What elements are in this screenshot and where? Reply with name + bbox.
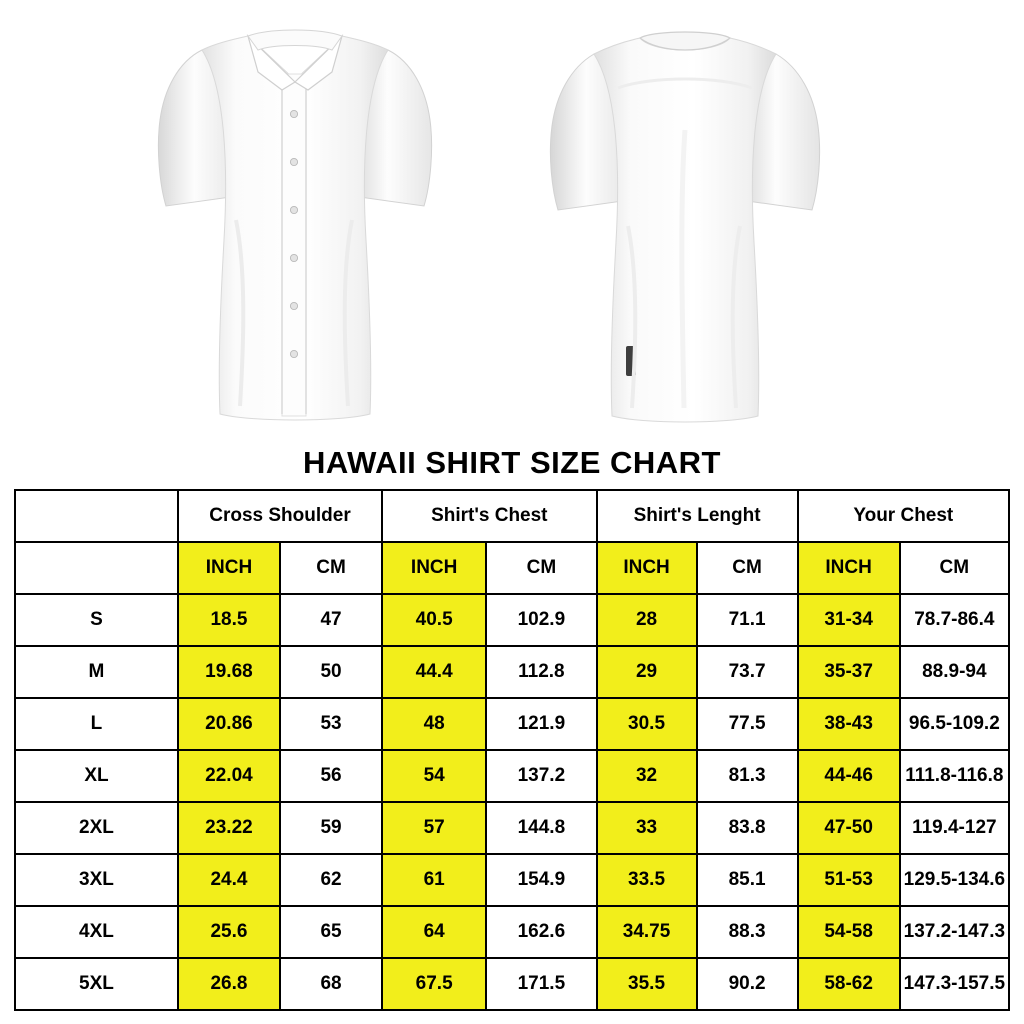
cell-length-inch: 30.5	[597, 698, 697, 750]
page-title: HAWAII SHIRT SIZE CHART	[303, 445, 721, 480]
cell-chest-cm: 112.8	[486, 646, 596, 698]
cell-your-chest-inch: 58-62	[798, 958, 900, 1010]
cell-cross-shoulder-cm: 50	[280, 646, 382, 698]
cell-chest-cm: 171.5	[486, 958, 596, 1010]
shirt-back-image	[520, 10, 850, 430]
cell-your-chest-inch: 44-46	[798, 750, 900, 802]
cell-length-inch: 33.5	[597, 854, 697, 906]
group-header-cross-shoulder: Cross Shoulder	[178, 490, 382, 542]
cell-your-chest-cm: 78.7-86.4	[900, 594, 1009, 646]
group-header-size	[15, 490, 178, 542]
cell-your-chest-cm: 111.8-116.8	[900, 750, 1009, 802]
cell-your-chest-inch: 38-43	[798, 698, 900, 750]
cell-chest-cm: 121.9	[486, 698, 596, 750]
cell-cross-shoulder-inch: 24.4	[178, 854, 280, 906]
unit-header-your-chest-inch: INCH	[798, 542, 900, 594]
cell-length-cm: 81.3	[697, 750, 798, 802]
cell-cross-shoulder-cm: 59	[280, 802, 382, 854]
row-size: L	[15, 698, 178, 750]
cell-length-cm: 83.8	[697, 802, 798, 854]
cell-chest-cm: 102.9	[486, 594, 596, 646]
cell-chest-inch: 57	[382, 802, 486, 854]
table-row	[15, 646, 1009, 698]
cell-chest-cm: 154.9	[486, 854, 596, 906]
unit-header-your-chest-cm: CM	[900, 542, 1009, 594]
cell-cross-shoulder-cm: 47	[280, 594, 382, 646]
row-size: S	[15, 594, 178, 646]
cell-chest-cm: 137.2	[486, 750, 596, 802]
cell-length-cm: 73.7	[697, 646, 798, 698]
size-chart-table	[14, 489, 1010, 1011]
cell-length-cm: 71.1	[697, 594, 798, 646]
cell-chest-inch: 48	[382, 698, 486, 750]
cell-length-cm: 85.1	[697, 854, 798, 906]
table-body	[15, 594, 1009, 1010]
unit-header-chest-cm: CM	[486, 542, 596, 594]
row-size: XL	[15, 750, 178, 802]
cell-cross-shoulder-cm: 56	[280, 750, 382, 802]
cell-length-cm: 90.2	[697, 958, 798, 1010]
row-size: 2XL	[15, 802, 178, 854]
cell-chest-inch: 40.5	[382, 594, 486, 646]
cell-cross-shoulder-cm: 65	[280, 906, 382, 958]
cell-your-chest-cm: 137.2-147.3	[900, 906, 1009, 958]
cell-chest-inch: 54	[382, 750, 486, 802]
unit-header-cross-shoulder-cm: CM	[280, 542, 382, 594]
table-row	[15, 958, 1009, 1010]
cell-length-cm: 88.3	[697, 906, 798, 958]
cell-your-chest-inch: 51-53	[798, 854, 900, 906]
cell-chest-inch: 64	[382, 906, 486, 958]
shirt-front-image	[130, 10, 460, 430]
cell-length-inch: 35.5	[597, 958, 697, 1010]
row-size: 5XL	[15, 958, 178, 1010]
cell-cross-shoulder-cm: 68	[280, 958, 382, 1010]
table-unit-header-row	[15, 542, 1009, 594]
cell-length-cm: 77.5	[697, 698, 798, 750]
cell-length-inch: 32	[597, 750, 697, 802]
cell-cross-shoulder-inch: 20.86	[178, 698, 280, 750]
row-size: 3XL	[15, 854, 178, 906]
cell-cross-shoulder-inch: 25.6	[178, 906, 280, 958]
unit-header-chest-inch: INCH	[382, 542, 486, 594]
table-row	[15, 750, 1009, 802]
unit-header-cross-shoulder-inch: INCH	[178, 542, 280, 594]
table-row	[15, 854, 1009, 906]
table-row	[15, 906, 1009, 958]
cell-your-chest-cm: 129.5-134.6	[900, 854, 1009, 906]
group-header-your-chest: Your Chest	[798, 490, 1009, 542]
table-group-header-row	[15, 490, 1009, 542]
cell-your-chest-inch: 54-58	[798, 906, 900, 958]
cell-your-chest-inch: 31-34	[798, 594, 900, 646]
cell-your-chest-cm: 96.5-109.2	[900, 698, 1009, 750]
cell-your-chest-inch: 47-50	[798, 802, 900, 854]
cell-chest-inch: 67.5	[382, 958, 486, 1010]
row-size: M	[15, 646, 178, 698]
cell-your-chest-cm: 88.9-94	[900, 646, 1009, 698]
group-header-shirts-length: Shirt's Lenght	[597, 490, 798, 542]
cell-your-chest-cm: 147.3-157.5	[900, 958, 1009, 1010]
group-header-shirts-chest: Shirt's Chest	[382, 490, 596, 542]
cell-chest-cm: 144.8	[486, 802, 596, 854]
cell-cross-shoulder-inch: 19.68	[178, 646, 280, 698]
cell-your-chest-cm: 119.4-127	[900, 802, 1009, 854]
cell-chest-cm: 162.6	[486, 906, 596, 958]
cell-length-inch: 29	[597, 646, 697, 698]
cell-your-chest-inch: 35-37	[798, 646, 900, 698]
row-size: 4XL	[15, 906, 178, 958]
cell-length-inch: 33	[597, 802, 697, 854]
cell-cross-shoulder-inch: 18.5	[178, 594, 280, 646]
cell-cross-shoulder-cm: 53	[280, 698, 382, 750]
cell-length-inch: 34.75	[597, 906, 697, 958]
cell-chest-inch: 61	[382, 854, 486, 906]
product-images	[0, 0, 1024, 445]
size-table-wrap	[0, 489, 1024, 1011]
table-row	[15, 698, 1009, 750]
cell-chest-inch: 44.4	[382, 646, 486, 698]
cell-cross-shoulder-cm: 62	[280, 854, 382, 906]
cell-cross-shoulder-inch: 26.8	[178, 958, 280, 1010]
cell-cross-shoulder-inch: 23.22	[178, 802, 280, 854]
cell-length-inch: 28	[597, 594, 697, 646]
cell-cross-shoulder-inch: 22.04	[178, 750, 280, 802]
unit-header-length-inch: INCH	[597, 542, 697, 594]
table-row	[15, 594, 1009, 646]
table-row	[15, 802, 1009, 854]
unit-header-length-cm: CM	[697, 542, 798, 594]
unit-header-size	[15, 542, 178, 594]
